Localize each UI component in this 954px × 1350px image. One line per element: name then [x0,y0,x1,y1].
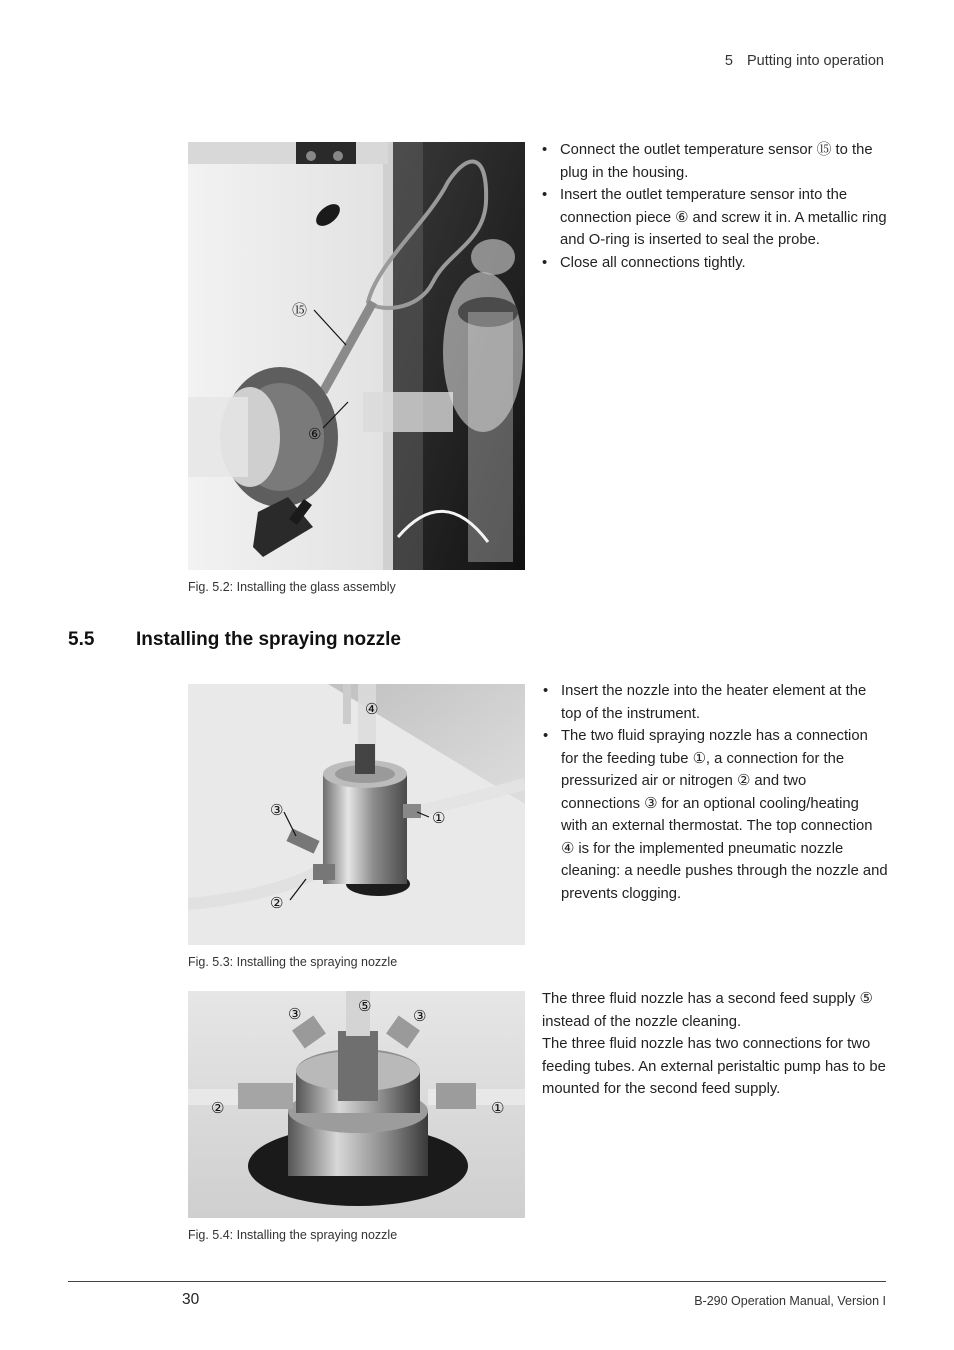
callout-connection-6: ⑥ [308,425,322,443]
instruction-list-glass-assembly [542,139,887,274]
callout-right-1: ① [432,809,446,827]
section-heading [68,629,401,651]
callout-left-3: ③ [270,801,284,819]
instruction-list-nozzle [543,680,888,905]
callout-top-4: ④ [365,700,379,718]
list-item: • Connect the outlet temperature sensor ⑮ to the plug in the housing. [542,139,887,184]
paragraph-feeding-tubes: The three fluid nozzle has two connections for two feeding tubes. An external peristaltic pump has to be mounted for the second feed supply. [542,1036,886,1097]
paragraph-three-fluid-nozzle: The three fluid nozzle has a second feed supply ⑤ instead of the nozzle cleaning. [542,991,873,1030]
callout-sensor-15: ⑮ [292,301,308,319]
chapter-title: Putting into operation [746,53,884,69]
callout-top-5: ⑤ [358,997,372,1015]
figure-caption-5-2: Fig. 5.2: Installing the glass assembly [188,580,396,594]
figure-three-fluid-nozzle-photo [188,991,525,1218]
callout-right-1: ① [491,1099,505,1117]
document-title: B-290 Operation Manual, Version I [694,1294,886,1308]
callout-bottom-2: ② [270,894,284,912]
page-number: 30 [182,1291,200,1308]
figure-caption-5-3: Fig. 5.3: Installing the spraying nozzle [188,955,398,969]
list-item: • The two fluid spraying nozzle has a connection for the feeding tube ①, a connection for the pressurized air or nitrogen ② and two connections ③ for an optional cooling/heating with an external thermostat. The top connection ④ is for the implemented pneumatic nozzle cleaning: a needle pushes through the nozzle and prevents clogging. [543,725,888,905]
list-item: • Close all connections tightly. [542,252,887,275]
figure-glass-assembly-photo [188,142,525,570]
callout-left-2: ② [211,1099,225,1117]
list-item: • Insert the nozzle into the heater element at the top of the instrument. [543,680,888,725]
callout-top-left-3: ③ [288,1005,302,1023]
chapter-number: 5 [724,53,733,69]
footer-divider [68,1281,886,1282]
section-title: Installing the spraying nozzle [136,629,401,650]
figure-two-fluid-nozzle-photo [188,684,525,945]
list-item: • Insert the outlet temperature sensor into the connection piece ⑥ and screw it in. A metallic ring and O-ring is inserted to seal the probe. [542,184,887,252]
section-number: 5.5 [68,629,95,650]
running-header [725,53,884,69]
figure-caption-5-4: Fig. 5.4: Installing the spraying nozzle [188,1228,398,1242]
callout-top-right-3: ③ [413,1007,427,1025]
